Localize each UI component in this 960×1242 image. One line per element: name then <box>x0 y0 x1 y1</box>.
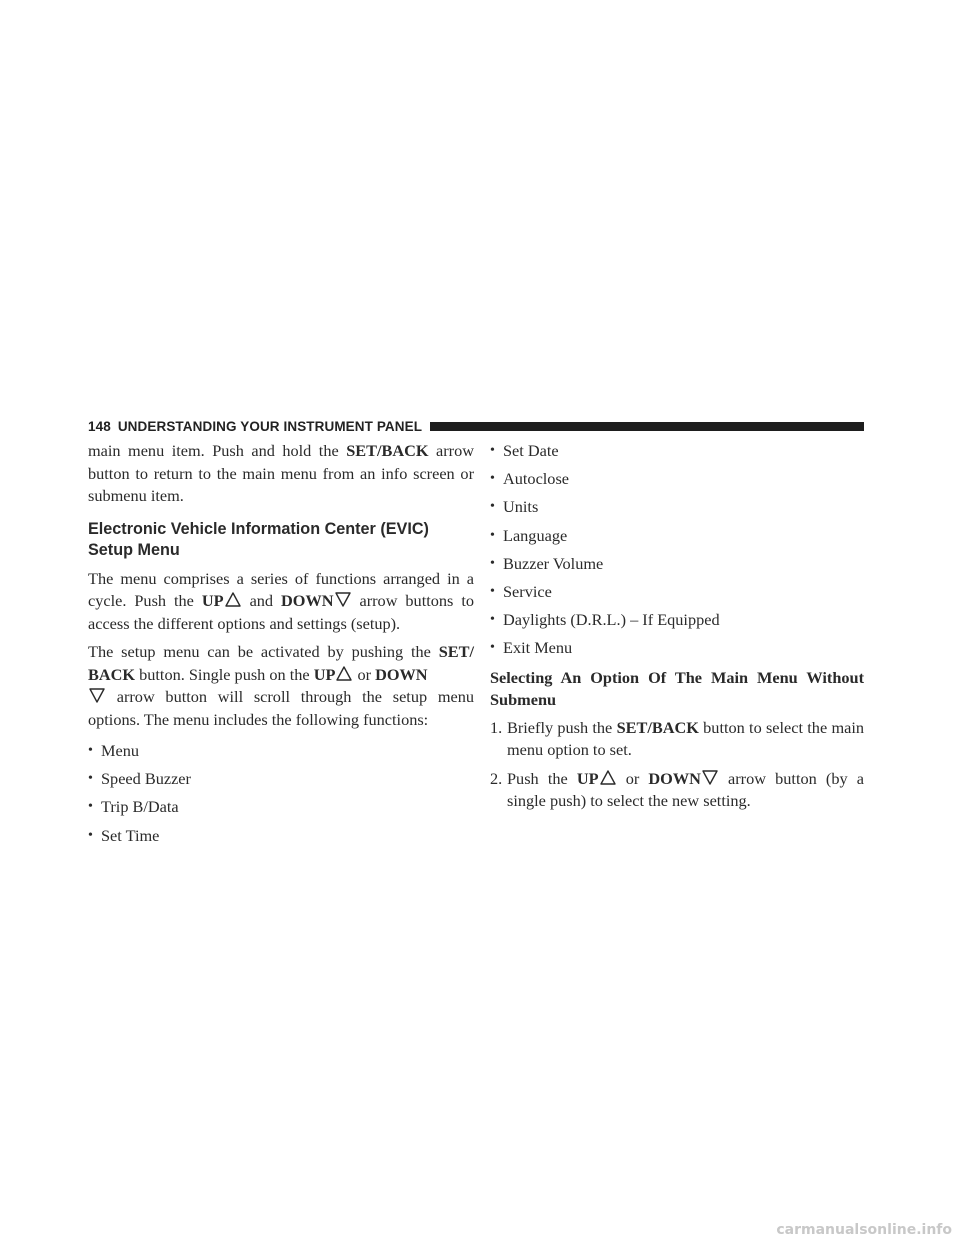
bullet: • <box>490 583 495 599</box>
page-header <box>88 418 864 434</box>
setback-label: SET/BACK <box>346 441 429 460</box>
text: or <box>616 768 649 788</box>
list-item-text: Buzzer Volume <box>503 553 604 573</box>
bullet: • <box>88 827 93 843</box>
text: The setup menu can be activated by pushing the <box>88 642 439 661</box>
list-item <box>88 740 474 768</box>
bullet: • <box>490 555 495 571</box>
text: and <box>241 591 282 610</box>
list-item-text: Units <box>503 497 539 517</box>
step-number: 2. <box>490 768 503 788</box>
subsection-heading: Selecting An Option Of The Main Menu Without Submenu <box>490 667 864 709</box>
list-item-text: Service <box>503 581 552 601</box>
list-item-text: Autoclose <box>503 469 570 489</box>
bullet: • <box>88 799 93 815</box>
bullet: • <box>490 499 495 515</box>
bullet: • <box>490 471 495 487</box>
heading-line: Electronic Vehicle Information Center (EVIC) <box>88 519 429 538</box>
right-column <box>490 440 864 813</box>
list-item-text: Menu <box>101 741 139 760</box>
list-item-text: Speed Buzzer <box>101 769 191 789</box>
list-item <box>490 468 864 496</box>
list-item <box>490 440 864 468</box>
bullet: • <box>490 640 495 656</box>
bullet: • <box>490 527 495 543</box>
section-heading <box>88 519 474 561</box>
list-item <box>490 553 864 581</box>
step-1 <box>490 717 864 762</box>
down-label: DOWN <box>648 768 701 788</box>
text: Push the <box>507 768 577 788</box>
function-list <box>88 740 474 853</box>
list-item <box>88 825 474 853</box>
text: arrow button (by a single push) to select the new setting. <box>507 768 864 810</box>
list-item-text: Trip B/Data <box>101 797 179 817</box>
bullet: • <box>490 443 495 458</box>
down-arrow-icon <box>335 592 351 607</box>
text: main menu item. Push and hold the <box>88 441 347 460</box>
list-item-text: Daylights (D.R.L.) – If Equipped <box>503 610 720 630</box>
page-number: 148 <box>88 418 111 434</box>
list-item <box>490 581 864 609</box>
heading-line: Setup Menu <box>88 540 180 559</box>
intro-paragraph <box>88 440 474 508</box>
section-title: UNDERSTANDING YOUR INSTRUMENT PANEL <box>117 418 423 434</box>
watermark: carmanualsonline.info <box>776 1222 952 1238</box>
up-arrow-icon <box>225 592 241 607</box>
list-item <box>88 796 474 824</box>
activation-paragraph <box>88 641 474 731</box>
header-text <box>88 419 422 434</box>
up-arrow-icon <box>600 770 616 785</box>
list-item-text: Set Date <box>503 441 559 460</box>
list-item-text: Exit Menu <box>503 638 573 658</box>
list-item <box>490 525 864 553</box>
bullet: • <box>88 771 93 787</box>
list-item-text: Set Time <box>101 825 160 845</box>
up-arrow-icon <box>336 666 352 681</box>
left-column <box>88 440 474 853</box>
up-label: UP <box>313 664 336 684</box>
list-item <box>490 637 864 665</box>
down-arrow-icon <box>702 770 718 785</box>
down-arrow-icon <box>89 688 105 703</box>
text: button to select the main menu option to set. <box>507 717 864 759</box>
up-label: UP <box>201 591 224 610</box>
down-label: DOWN <box>375 664 428 684</box>
list-item-text: Language <box>503 525 568 545</box>
text: Briefly push the <box>507 717 617 737</box>
step-2 <box>490 768 864 813</box>
text: arrow button to return to the main menu from an info screen or submenu item. <box>88 441 474 505</box>
setback-label: SET/ BACK <box>88 642 474 684</box>
text: The menu comprises a series of functions arranged in a cycle. Push the <box>88 568 474 610</box>
list-item <box>490 609 864 637</box>
down-label: DOWN <box>281 591 334 610</box>
function-list-continued <box>490 440 864 666</box>
header-rule <box>430 422 864 431</box>
list-item <box>88 768 474 796</box>
step-number: 1. <box>490 717 503 737</box>
bullet: • <box>490 612 495 628</box>
bullet: • <box>88 743 93 758</box>
step-text <box>507 768 864 813</box>
setback-label: SET/BACK <box>616 717 699 737</box>
text: button. Single push on the <box>135 664 314 684</box>
text: arrow buttons to access the different options and settings (setup). <box>88 591 474 633</box>
list-item <box>490 496 864 524</box>
text: or <box>353 664 376 684</box>
step-text <box>507 717 864 762</box>
up-label: UP <box>576 768 599 788</box>
text: arrow button will scroll through the setup menu options. The menu includes the following functions: <box>88 687 474 729</box>
menu-description-paragraph <box>88 568 474 636</box>
